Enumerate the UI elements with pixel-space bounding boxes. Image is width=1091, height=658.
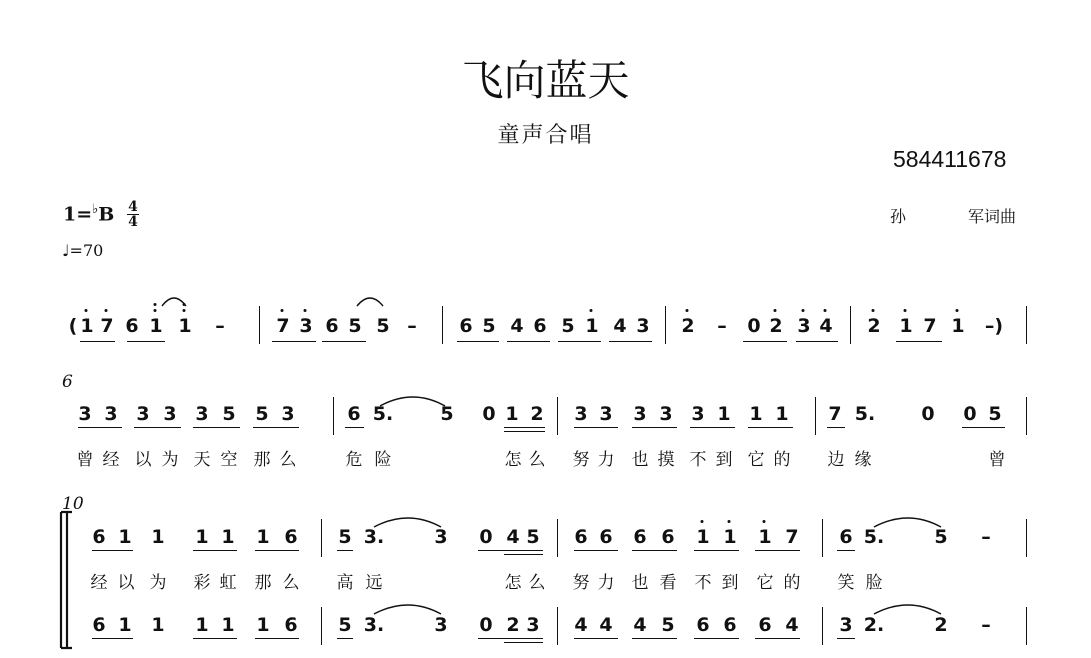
note: 1 bbox=[221, 614, 235, 636]
note: 2. bbox=[863, 614, 885, 636]
note: 1 bbox=[221, 526, 235, 548]
lyric-char: 经 bbox=[90, 573, 108, 593]
note: 1 bbox=[749, 403, 763, 425]
note: 5. bbox=[854, 403, 876, 425]
note: 0 bbox=[479, 526, 493, 548]
note: 5 bbox=[440, 403, 454, 425]
lyric-char: 努 bbox=[572, 573, 590, 593]
note: 1 bbox=[775, 403, 789, 425]
subtitle: 童声合唱 bbox=[497, 123, 594, 148]
lyric-char: 力 bbox=[597, 573, 615, 593]
lyric-char: 脸 bbox=[865, 573, 883, 593]
note: 3 bbox=[104, 403, 118, 425]
note: 1 bbox=[951, 315, 965, 337]
lyric-char: 那 bbox=[254, 573, 272, 593]
tie bbox=[380, 397, 445, 406]
note: 6 bbox=[723, 614, 737, 636]
note: 3 bbox=[659, 403, 673, 425]
lyric-char: 不 bbox=[694, 573, 712, 593]
lyric-char: 么 bbox=[528, 573, 546, 593]
note: 6 bbox=[661, 526, 675, 548]
lyric-char: 怎 bbox=[504, 450, 522, 470]
note: 2 bbox=[769, 315, 783, 337]
key-letter: B bbox=[98, 203, 115, 226]
note: 6 bbox=[92, 614, 106, 636]
note: 6 bbox=[284, 526, 298, 548]
note: 3. bbox=[363, 526, 385, 548]
note: 1 bbox=[758, 526, 772, 548]
note: 4 bbox=[510, 315, 524, 337]
note: 5 bbox=[526, 526, 540, 548]
note: 6 bbox=[758, 614, 772, 636]
note: – bbox=[407, 315, 417, 337]
note: 2 bbox=[530, 403, 544, 425]
tie bbox=[357, 298, 383, 306]
lyric-char: 远 bbox=[365, 573, 383, 593]
note: 6 bbox=[633, 526, 647, 548]
lyric-char: 天 bbox=[193, 450, 211, 470]
composer-credit: 军词曲 bbox=[968, 207, 1017, 226]
tie bbox=[874, 518, 941, 527]
lyric-char: 曾 bbox=[988, 450, 1006, 470]
note: 1 bbox=[195, 526, 209, 548]
lyric-char: 么 bbox=[279, 450, 297, 470]
note: 5 bbox=[934, 526, 948, 548]
lyric-char: 的 bbox=[773, 450, 791, 470]
note: –) bbox=[984, 315, 1004, 337]
note: 0 bbox=[747, 315, 761, 337]
note: 6 bbox=[599, 526, 613, 548]
note: 3 bbox=[599, 403, 613, 425]
note: 1 bbox=[696, 526, 710, 548]
note: 1 bbox=[195, 614, 209, 636]
note: 6 bbox=[92, 526, 106, 548]
lyric-char: 虹 bbox=[219, 573, 237, 593]
flat-sign: ♭ bbox=[92, 202, 99, 217]
key-prefix: 1= bbox=[63, 203, 93, 226]
note: 2 bbox=[867, 315, 881, 337]
time-bottom: 4 bbox=[128, 214, 138, 230]
note: 4 bbox=[633, 614, 647, 636]
note: ( bbox=[68, 315, 78, 337]
note: 3 bbox=[434, 614, 448, 636]
note: 1 bbox=[80, 315, 94, 337]
note: 7 bbox=[923, 315, 937, 337]
composer-surname: 孙 bbox=[890, 207, 907, 226]
note: 6 bbox=[533, 315, 547, 337]
lyric-char: 也 bbox=[631, 450, 649, 470]
note: 2 bbox=[681, 315, 695, 337]
note: 1 bbox=[505, 403, 519, 425]
note: 6 bbox=[125, 315, 139, 337]
note: 3 bbox=[78, 403, 92, 425]
note: 7 bbox=[828, 403, 842, 425]
lyric-char: 怎 bbox=[504, 573, 522, 593]
note: 4 bbox=[506, 526, 520, 548]
note: 1 bbox=[178, 315, 192, 337]
note: – bbox=[717, 315, 727, 337]
lyric-char: 空 bbox=[220, 450, 238, 470]
note: 3 bbox=[636, 315, 650, 337]
note: 1 bbox=[151, 526, 165, 548]
note: 6 bbox=[459, 315, 473, 337]
note: 4 bbox=[819, 315, 833, 337]
lyric-char: 笑 bbox=[837, 573, 855, 593]
note: 1 bbox=[256, 526, 270, 548]
measure-number-6: 6 bbox=[62, 372, 73, 392]
lyric-char: 到 bbox=[721, 573, 739, 593]
lyric-char: 看 bbox=[659, 573, 677, 593]
note: 3 bbox=[299, 315, 313, 337]
note: 7 bbox=[785, 526, 799, 548]
lyric-char: 高 bbox=[336, 573, 354, 593]
note: 3 bbox=[136, 403, 150, 425]
note: 1 bbox=[899, 315, 913, 337]
note: 4 bbox=[599, 614, 613, 636]
note: 1 bbox=[723, 526, 737, 548]
note: 1 bbox=[585, 315, 599, 337]
lyric-char: 摸 bbox=[657, 450, 675, 470]
note: 4 bbox=[785, 614, 799, 636]
note: – bbox=[215, 315, 225, 337]
lyric-char: 它 bbox=[756, 573, 774, 593]
lyric-char: 经 bbox=[102, 450, 120, 470]
lyric-char: 那 bbox=[253, 450, 271, 470]
note: 4 bbox=[613, 315, 627, 337]
tie bbox=[374, 605, 441, 614]
note: 4 bbox=[574, 614, 588, 636]
note: 1 bbox=[118, 526, 132, 548]
note: 0 bbox=[482, 403, 496, 425]
note: 5. bbox=[863, 526, 885, 548]
note: 6 bbox=[325, 315, 339, 337]
note: 0 bbox=[479, 614, 493, 636]
lyric-char: 以 bbox=[134, 450, 152, 470]
lyric-char: 它 bbox=[747, 450, 765, 470]
note: 5 bbox=[561, 315, 575, 337]
note: 5 bbox=[338, 526, 352, 548]
note: 3 bbox=[163, 403, 177, 425]
lyric-char: 彩 bbox=[193, 573, 211, 593]
lyric-char: 力 bbox=[597, 450, 615, 470]
time-top: 4 bbox=[128, 199, 138, 215]
note: 5. bbox=[372, 403, 394, 425]
note: 7 bbox=[276, 315, 290, 337]
note: 3 bbox=[195, 403, 209, 425]
lyric-char: 险 bbox=[374, 450, 392, 470]
quarter-note-icon: ♩ bbox=[62, 241, 70, 260]
lyric-char: 为 bbox=[149, 573, 167, 593]
lyric-char: 曾 bbox=[76, 450, 94, 470]
note: 1 bbox=[717, 403, 731, 425]
note: 3 bbox=[281, 403, 295, 425]
tempo-value: =70 bbox=[69, 241, 104, 260]
note: 0 bbox=[963, 403, 977, 425]
note: 3. bbox=[363, 614, 385, 636]
note: 5 bbox=[222, 403, 236, 425]
note: 3 bbox=[691, 403, 705, 425]
tie bbox=[374, 518, 441, 527]
score-number: 584411678 bbox=[893, 146, 1007, 172]
note: – bbox=[981, 526, 991, 548]
note: 6 bbox=[696, 614, 710, 636]
note: 6 bbox=[284, 614, 298, 636]
note: 3 bbox=[434, 526, 448, 548]
note: 5 bbox=[988, 403, 1002, 425]
note: 3 bbox=[526, 614, 540, 636]
note: 5 bbox=[376, 315, 390, 337]
note: 3 bbox=[633, 403, 647, 425]
note: 3 bbox=[574, 403, 588, 425]
note: 1 bbox=[256, 614, 270, 636]
note: 6 bbox=[839, 526, 853, 548]
system-bracket bbox=[61, 512, 72, 648]
note: 5 bbox=[338, 614, 352, 636]
lyric-char: 努 bbox=[572, 450, 590, 470]
note: 5 bbox=[348, 315, 362, 337]
note: – bbox=[981, 614, 991, 636]
note: 1 bbox=[118, 614, 132, 636]
lyric-char: 么 bbox=[282, 573, 300, 593]
lyric-char: 为 bbox=[161, 450, 179, 470]
note: 2 bbox=[506, 614, 520, 636]
note: 3 bbox=[839, 614, 853, 636]
lyric-char: 到 bbox=[715, 450, 733, 470]
lyric-char: 缘 bbox=[854, 450, 872, 470]
tie bbox=[874, 605, 941, 614]
note: 0 bbox=[921, 403, 935, 425]
note: 1 bbox=[149, 315, 163, 337]
note: 5 bbox=[661, 614, 675, 636]
lyric-char: 以 bbox=[117, 573, 135, 593]
note: 7 bbox=[100, 315, 114, 337]
note: 1 bbox=[151, 614, 165, 636]
note: 6 bbox=[574, 526, 588, 548]
lyric-char: 么 bbox=[528, 450, 546, 470]
tie bbox=[162, 298, 186, 306]
lyric-char: 危 bbox=[345, 450, 363, 470]
measure-number-10: 10 bbox=[62, 494, 84, 514]
lyric-char: 的 bbox=[783, 573, 801, 593]
lyric-char: 不 bbox=[689, 450, 707, 470]
lyric-char: 也 bbox=[631, 573, 649, 593]
note: 2 bbox=[934, 614, 948, 636]
note: 5 bbox=[482, 315, 496, 337]
page-title: 飞向蓝天 bbox=[461, 56, 630, 105]
note: 5 bbox=[255, 403, 269, 425]
lyric-char: 边 bbox=[827, 450, 845, 470]
note: 3 bbox=[797, 315, 811, 337]
note: 6 bbox=[347, 403, 361, 425]
